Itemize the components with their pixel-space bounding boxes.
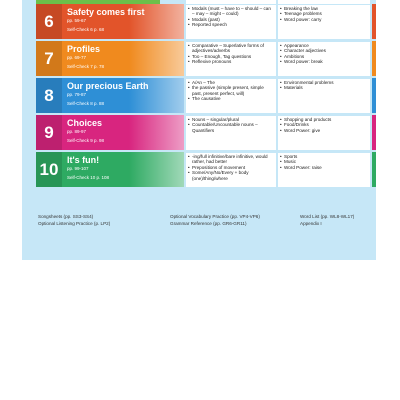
- unit-self-check: Self-Check 6 p. 68: [67, 27, 105, 32]
- grammar-item: • Too – Enough, Tag questions: [188, 54, 274, 59]
- grammar-item: • Countable/Uncountable nouns – Quantifiers: [188, 122, 274, 133]
- footer-listening-practice: Optional Listening Practice (p. LP2): [38, 221, 111, 226]
- footer-appendix: Appendix I: [300, 221, 322, 226]
- unit-number: 10: [36, 152, 62, 187]
- grammar-column: [186, 153, 276, 187]
- unit-text: [62, 115, 184, 150]
- unit-banner: [36, 152, 184, 187]
- grammar-item: • A/An – The: [188, 80, 274, 85]
- vocabulary-item: • Materials: [280, 85, 368, 90]
- unit-number: 7: [36, 41, 62, 76]
- unit-text: [62, 78, 184, 113]
- vocabulary-item: • Food/Drinks: [280, 122, 368, 127]
- grammar-column: [186, 116, 276, 150]
- unit-pages: pp. 79-87: [67, 92, 87, 97]
- unit-number: 6: [36, 4, 62, 39]
- unit-title: Profiles: [67, 44, 101, 54]
- unit-color-tab: [372, 4, 376, 39]
- unit-self-check: Self-Check 9 p. 98: [67, 138, 105, 143]
- unit-banner: [36, 78, 184, 113]
- grammar-item: • Prepositions of movement: [188, 165, 274, 170]
- unit-pages: pp. 89-97: [67, 129, 87, 134]
- vocabulary-item: • Shopping and products: [280, 117, 368, 122]
- grammar-column: [186, 5, 276, 39]
- unit-banner: [36, 4, 184, 39]
- vocabulary-item: • Music: [280, 159, 368, 164]
- vocabulary-item: • Environmental problems: [280, 80, 368, 85]
- unit-text: [62, 152, 184, 187]
- vocabulary-item: • Appearance: [280, 43, 368, 48]
- unit-title: It's fun!: [67, 155, 100, 165]
- unit-color-tab: [372, 78, 376, 113]
- grammar-column: [186, 79, 276, 113]
- unit-number: 8: [36, 78, 62, 113]
- unit-title: Choices: [67, 118, 103, 128]
- unit-color-tab: [372, 41, 376, 76]
- unit-title: Safety comes first: [67, 7, 145, 17]
- grammar-item: • Modals (past): [188, 17, 274, 22]
- unit-color-tab: [372, 152, 376, 187]
- unit-pages: pp. 69-77: [67, 55, 87, 60]
- vocabulary-column: [278, 5, 370, 39]
- grammar-item: • the passive (simple present, simple past, present perfect, will): [188, 85, 274, 96]
- vocabulary-column: [278, 153, 370, 187]
- footer-songsheets: Songsheets (pp. SS3-SS4): [38, 214, 94, 219]
- unit-pages: pp. 99-107: [67, 166, 89, 171]
- vocabulary-item: • Word power: carry: [280, 17, 368, 22]
- unit-row: [36, 115, 376, 151]
- grammar-item: • Comparative – Superlative forms of adjectives/adverbs: [188, 43, 274, 54]
- unit-pages: pp. 59-67: [67, 18, 87, 23]
- unit-number: 9: [36, 115, 62, 150]
- vocabulary-column: [278, 42, 370, 76]
- vocabulary-item: • Teenage problems: [280, 11, 368, 16]
- vocabulary-item: • Breaking the law: [280, 6, 368, 11]
- grammar-column: [186, 42, 276, 76]
- grammar-item: • Nouns – singular/plural: [188, 117, 274, 122]
- grammar-item: • Modals (must – have to – should – can – may – might – could): [188, 6, 274, 17]
- vocabulary-column: [278, 116, 370, 150]
- vocabulary-item: • Sports: [280, 154, 368, 159]
- vocabulary-item: • Character adjectives: [280, 48, 368, 53]
- unit-banner: [36, 115, 184, 150]
- footer-word-list: Word List (pp. WL8-WL17): [300, 214, 355, 219]
- unit-row: [36, 4, 376, 40]
- footer-grammar-reference: Grammar Reference (pp. GR6-GR11): [170, 221, 247, 226]
- vocabulary-item: • Word Power: give: [280, 128, 368, 133]
- grammar-item: • The causative: [188, 96, 274, 101]
- vocabulary-item: • Ambitions: [280, 54, 368, 59]
- unit-color-tab: [372, 115, 376, 150]
- unit-self-check: Self-Check 8 p. 88: [67, 101, 105, 106]
- grammar-item: • Reflexive pronouns: [188, 59, 274, 64]
- unit-self-check: Self-Check 10 p. 108: [67, 175, 110, 180]
- unit-banner: [36, 41, 184, 76]
- unit-row: [36, 78, 376, 114]
- vocabulary-item: • Word Power: raise: [280, 165, 368, 170]
- unit-text: [62, 4, 184, 39]
- grammar-item: • -ing/full infinitive/bare infinitive, would rather, had better: [188, 154, 274, 165]
- footer-vocabulary-practice: Optional Vocabulary Practice (pp. VP4-VP6): [170, 214, 260, 219]
- vocabulary-column: [278, 79, 370, 113]
- grammar-item: • Some/Any/No/Every + body (one)/thing/where: [188, 170, 274, 181]
- unit-self-check: Self-Check 7 p. 78: [67, 64, 105, 69]
- contents-table: [36, 4, 376, 192]
- unit-row: [36, 41, 376, 77]
- unit-row: [36, 152, 376, 188]
- unit-text: [62, 41, 184, 76]
- unit-title: Our precious Earth: [67, 81, 149, 91]
- grammar-item: • Reported speech: [188, 22, 274, 27]
- vocabulary-item: • Word power: break: [280, 59, 368, 64]
